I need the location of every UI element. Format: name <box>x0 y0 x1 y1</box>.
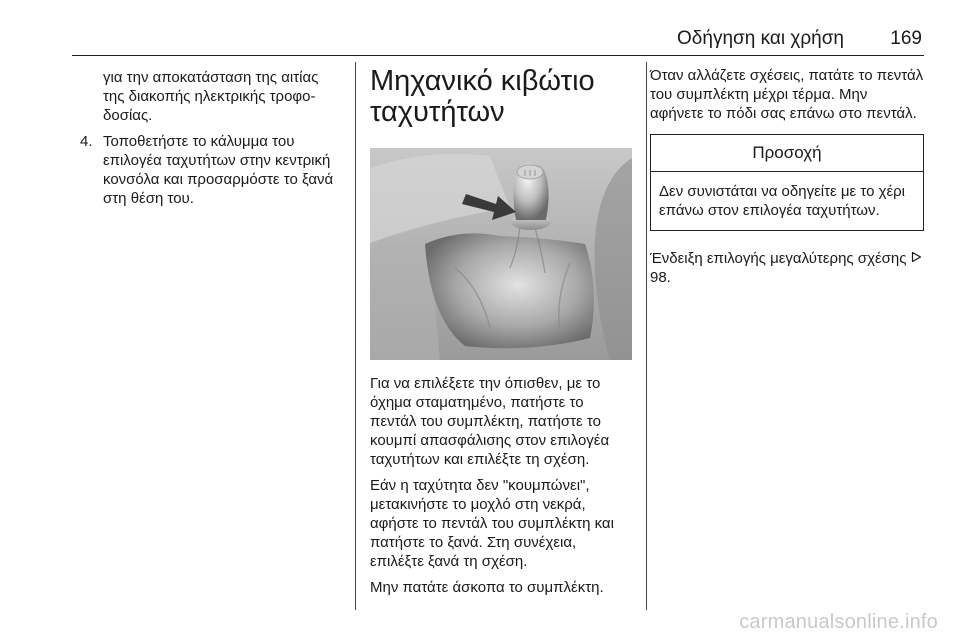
step-number: 4. <box>80 133 93 150</box>
reference-arrow-icon <box>911 251 922 263</box>
column-1 <box>72 68 342 208</box>
step-text: Τοποθετήστε το κάλυμμα του επιλογέα ταχυτήτων στην κεντρική κονσόλα και προσαρμόστε το ξανά στη θέση του. <box>103 133 334 207</box>
paragraph-reverse-gear: Για να επιλέξετε την όπισθεν, με το όχημα σταματημένο, πατήστε το πεντάλ του συμπλέκτη, πατήστε το κουμπί απασφάλισης στον επιλογέα ταχυτήτων και επιλέξτε τη σχέση. <box>370 375 610 468</box>
header-title: Οδήγηση και χρήση <box>677 28 844 49</box>
caution-box <box>650 134 924 231</box>
paragraph-clutch-advice: Μην πατάτε άσκοπα το συμπλέκτη. <box>370 579 604 596</box>
reference-text: Ένδειξη επιλογής μεγαλύτερης σχέσης <box>650 250 907 267</box>
gear-shift-figure <box>370 148 632 360</box>
watermark: carmanualsonline.info <box>739 611 938 633</box>
paragraph-gear-not-engaging: Εάν η ταχύτητα δεν "κουμπώνει", μετακινήστε το μοχλό στη νεκρά, αφήστε το πεντάλ του συμπλέκτη και πατήστε το ξανά. Στη συνέχεια, επιλέξτε ξανά τη σχέση. <box>370 477 614 570</box>
page-header <box>72 28 924 56</box>
section-title-line-1: Μηχανικό κιβώτιο <box>370 65 595 97</box>
caution-body: Δεν συνιστάται να οδηγείτε με το χέρι επάνω στον επιλογέα ταχυτήτων. <box>659 183 906 219</box>
column-3 <box>650 66 924 294</box>
column-divider-left <box>355 62 356 610</box>
page-number: 169 <box>890 28 922 49</box>
cross-reference[interactable] <box>650 249 924 287</box>
gear-shift-lever-illustration <box>370 148 632 360</box>
step-item <box>72 132 342 208</box>
section-title-line-2: ταχυτήτων <box>370 96 505 128</box>
reference-page[interactable]: 98. <box>650 269 671 286</box>
caution-title: Προσοχή <box>651 135 923 172</box>
continued-text: για την αποκατάσταση της αιτίας της διακοπής ηλεκτρικής τροφοδοσίας. <box>103 69 319 124</box>
section-title <box>370 66 632 128</box>
column-2 <box>370 66 632 604</box>
column-divider-right <box>646 62 647 610</box>
clutch-intro-text: Όταν αλλάζετε σχέσεις, πατάτε το πεντάλ του συμπλέκτη μέχρι τέρμα. Μην αφήνετε το πόδι σας επάνω στο πεντάλ. <box>650 67 924 122</box>
header-rule <box>72 55 924 56</box>
